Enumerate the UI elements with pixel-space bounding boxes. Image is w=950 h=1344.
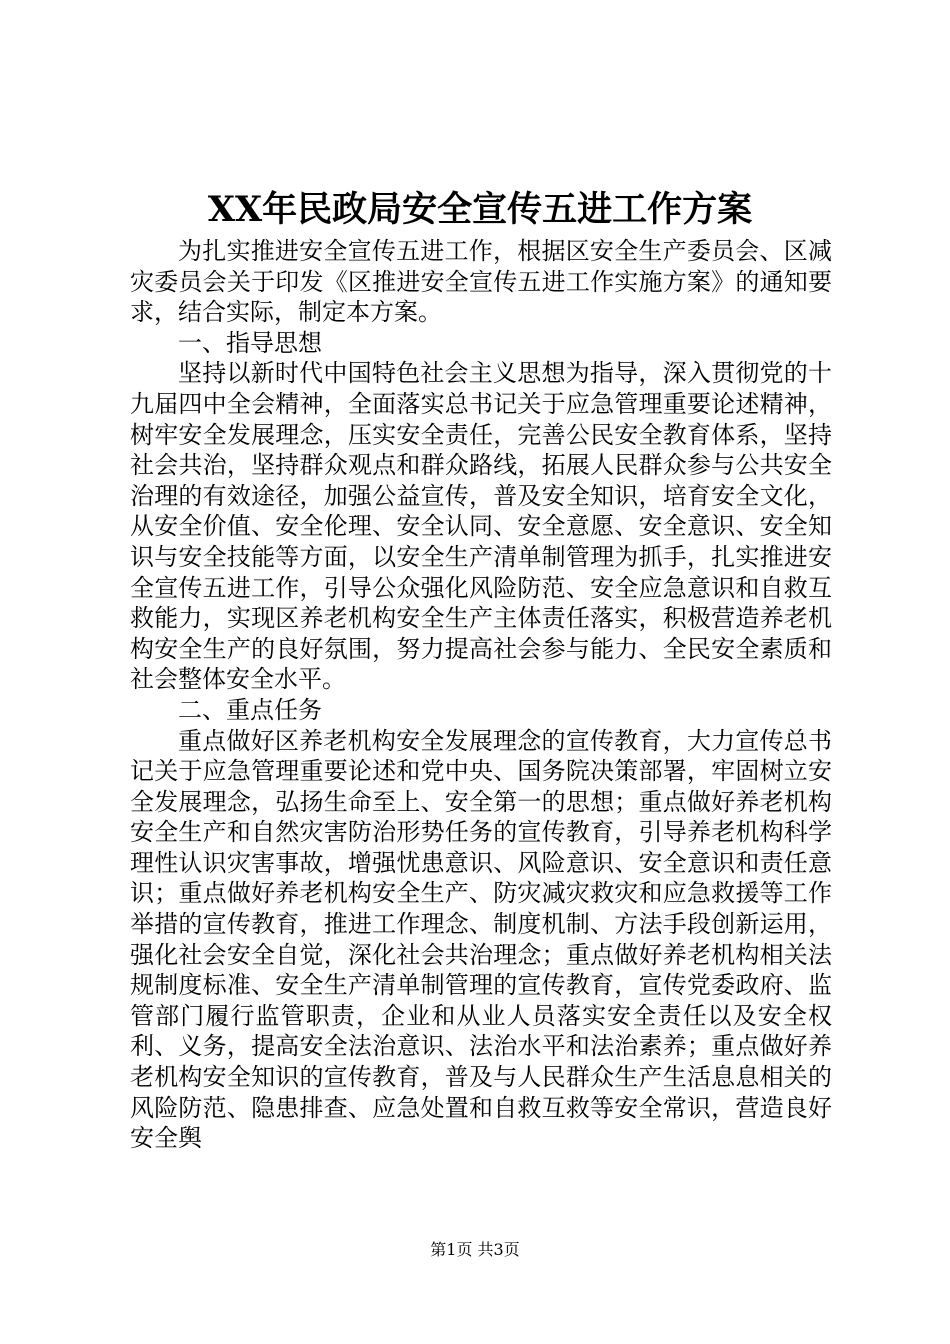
- intro-paragraph: 为扎实推进安全宣传五进工作，根据区安全生产委员会、区减灾委员会关于印发《区推进安全宣传五进工作实施方案》的通知要求，结合实际，制定本方案。: [130, 237, 832, 327]
- guiding-ideology-paragraph: 坚持以新时代中国特色社会主义思想为指导，深入贯彻党的十九届四中全会精神，全面落实总书记关于应急管理重要论述精神，树牢安全发展理念，压实安全责任，完善公民安全教育体系，坚持社会共治，坚持群众观点和群众路线，拓展人民群众参与公共安全治理的有效途径，加强公益宣传，普及安全知识，培育安全文化，从安全价值、安全伦理、安全认同、安全意愿、安全意识、安全知识与安全技能等方面，以安全生产清单制管理为抓手，扎实推进安全宣传五进工作，引导公众强化风险防范、安全应急意识和自救互救能力，实现区养老机构安全生产主体责任落实，积极营造养老机构安全生产的良好氛围，努力提高社会参与能力、全民安全素质和社会整体安全水平。: [130, 359, 832, 694]
- document-body: [130, 236, 832, 1154]
- section-heading-guiding-ideology: 一、指导思想: [178, 328, 322, 357]
- key-tasks-paragraph: 重点做好区养老机构安全发展理念的宣传教育，大力宣传总书记关于应急管理重要论述和党中央、国务院决策部署，牢固树立安全发展理念，弘扬生命至上、安全第一的思想；重点做好养老机构安全生产和自然灾害防治形势任务的宣传教育，引导养老机构科学理性认识灾害事故，增强忧患意识、风险意识、安全意识和责任意识；重点做好养老机构安全生产、防灾减灾救灾和应急救援等工作举措的宣传教育，推进工作理念、制度机制、方法手段创新运用，强化社会安全自觉，深化社会共治理念；重点做好养老机构相关法规制度标准、安全生产清单制管理的宣传教育，宣传党委政府、监管部门履行监管职责，企业和从业人员落实安全责任以及安全权利、义务，提高安全法治意识、法治水平和法治素养；重点做好养老机构安全知识的宣传教育，普及与人民群众生产生活息息相关的风险防范、隐患排查、应急处置和自救互救等安全常识，营造良好安全舆: [130, 726, 832, 1153]
- page-number-footer: 第1页 共3页: [430, 1240, 520, 1259]
- section-heading-key-tasks: 二、重点任务: [178, 695, 322, 724]
- document-title: XX年民政局安全宣传五进工作方案: [207, 189, 753, 230]
